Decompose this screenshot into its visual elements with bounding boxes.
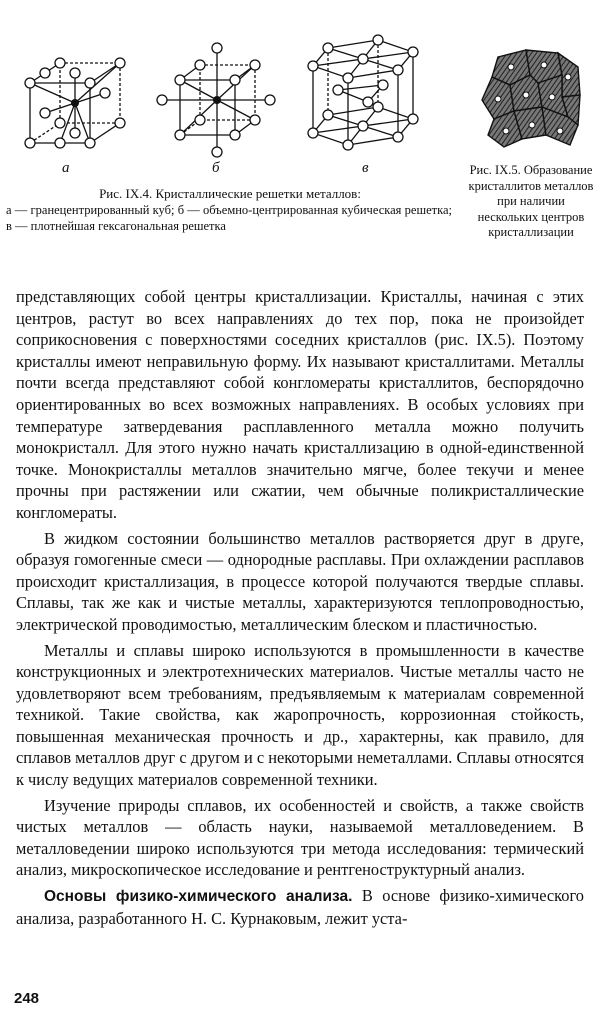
fcc-lattice-figure: [16, 45, 136, 150]
figure-5-caption: Рис. IX.5. Образование кристаллитов металлов при наличии нескольких центров кристаллизации: [468, 163, 594, 239]
figure-4-caption-title: Рис. IX.4. Кристаллические решетки металлов:: [99, 186, 361, 201]
paragraph: В жидком состоянии большинство металлов растворяется друг в друге, образуя гомогенные смеси — однородные расплавы. При охлаждении расплавов происходит кристаллизация, в процессе которой получаются твердые сплавы. Сплавы, так же как и чистые металлы, характеризуются теплопроводностью, электрической проводимостью, металлическим блеском и пластичностью.: [16, 528, 584, 634]
body-text: [16, 286, 584, 929]
figure-label-a: а: [62, 160, 70, 176]
paragraph: [16, 885, 584, 929]
paragraph: Изучение природы сплавов, их особенностей и свойств, а также свойств чистых металлов — область науки, называемой металловедением. В металловедении широко используются три метода исследования: термический анализ, микроскопическое исследование и рентгеноструктурный анализ.: [16, 795, 584, 880]
paragraph: представляющих собой центры кристаллизации. Кристаллы, начиная с этих центров, растут во всех направлениях до тех пор, пока не произойдет соприкосновения с поверхностями соседних кристаллов (рис. IX.5). Поэтому кристаллы имеют неправильную форму. Их называют кристаллитами. Металлы почти всегда представляют собой конгломераты кристаллитов, беспорядочно ориентированных во всех возможных направлениях. В особых условиях при температуре затвердевания расплавленного металла можно получить монокристалл. Для этого нужно начать кристаллизацию в одной-единственной точке. Монокристаллы металлов значительно мягче, более текучи и менее прочны при растяжении или сжатии, чем обычные поликристаллические конгломераты.: [16, 287, 584, 522]
paragraph: Металлы и сплавы широко используются в промышленности в качестве конструкционных и электротехнических материалов. Чистые металлы часто не удовлетворяют всем требованиям, предъявляемым к материалам современной техникой. Такие свойства, как жаропрочность, коррозионная стойкость, повышенная механическая прочность и др., характерны, как правило, для сплавов металлов друг с другом и с некоторыми неметаллами. Сплавы относятся к числу ведущих материалов современной техники.: [16, 640, 584, 790]
hcp-lattice-figure: [298, 30, 428, 155]
paragraph-text: В основе физико-химического анализа, разработанного Н. С. Курнаковым, лежит уста-: [16, 886, 584, 928]
section-heading: Основы физико-химического анализа.: [44, 888, 353, 906]
page-number: 248: [14, 990, 40, 1007]
figure-4-caption: [0, 186, 460, 234]
figure-label-b: б: [212, 160, 220, 176]
crystallites-figure: [478, 45, 588, 155]
figure-4-caption-body: а — гранецентрированный куб; б — объемно-центрированная кубическая решетка; в — плотнейшая гексагональная решетка: [6, 203, 452, 233]
figure-label-c: в: [362, 160, 369, 176]
bcc-lattice-figure: [150, 40, 280, 160]
